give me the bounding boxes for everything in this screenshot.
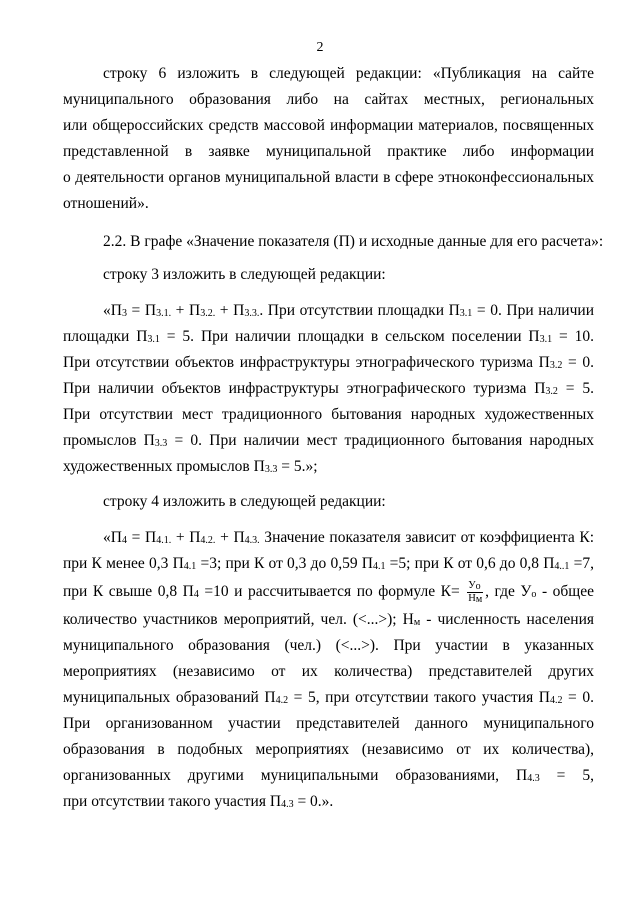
text-line: представленной в заявке муниципальной практике либо информации — [63, 143, 594, 160]
text-line: При отсутствии объектов инфраструктуры этнографического туризма $П_{3.2} = 0$. — [63, 354, 594, 371]
text-line: строку 4 изложить в следующей редакции: — [103, 493, 386, 510]
text-line: муниципального образования (чел.) (<...>). При участии в указанных — [63, 637, 594, 654]
text-line: площадки $П_{3.1} = 5$. При наличии площадки в сельском поселении $П_{3.1} = 10$. — [63, 328, 595, 345]
text-line: промыслов $П_{3.3} = 0$. При наличии мест традиционного бытования народных — [63, 432, 594, 449]
text-line: отношений». — [63, 195, 149, 212]
page-number: 2 — [316, 40, 324, 55]
text-line: 2.2. В графе «Значение показателя (П) и исходные данные для его расчета»: — [103, 233, 604, 250]
text-line: При наличии объектов инфраструктуры этнографического туризма $П_{3.2} = 5$. — [63, 380, 594, 397]
text-line: При отсутствии мест традиционного бытования народных художественных — [63, 406, 594, 423]
paragraph-section-2-2 — [63, 229, 604, 255]
text-line: муниципального образования либо на сайтах местных, региональных — [63, 91, 594, 108]
text-line: организованных другими муниципальными образованиями, $П_{4.3} = 5$, — [63, 767, 594, 784]
formula-line: «$П_3 = П_{3.1.} + П_{3.2.} + П_{3.3.}$. При отсутствии площадки $П_{3.1} = 0$. При наличии — [103, 302, 594, 319]
text-line: образования в подобных мероприятиях (независимо от их количества), — [63, 741, 594, 758]
text-line: мероприятиях (независимо от их количества) представителей других — [63, 663, 594, 680]
text-line: муниципальных образований $П_{4.2} = 5$, при отсутствии такого участия $П_{4.2} = 0$. — [63, 689, 594, 706]
text-line: строку 3 изложить в следующей редакции: — [103, 266, 386, 283]
text-line: художественных промыслов $П_{3.3} = 5$.»; — [63, 458, 318, 475]
text-line: при отсутствии такого участия $П_{4.3} = 0$.». — [63, 793, 334, 810]
paragraph-row-3-intro — [63, 262, 594, 288]
paragraph-row-3-formula — [63, 298, 594, 480]
text-line: или общероссийских средств массовой информации материалов, посвященных — [63, 117, 594, 134]
paragraph-row-4-formula — [63, 525, 594, 815]
paragraph-row-4-intro — [63, 489, 594, 515]
text-line: при К менее 0,3 $П_{4.1} =3$; при К от 0,3 до 0,59 $П_{4.1} =5$; при К от 0,6 до 0,8 $П_{4..1} =7$, — [63, 555, 594, 572]
fraction: $\frac{У_о}{Н_м}$ — [468, 579, 483, 605]
text-line: количество участников мероприятий, чел. (<...>); $Н_м$ - численность населения — [63, 611, 594, 628]
text-line: о деятельности органов муниципальной власти в сфере этноконфессиональных — [63, 169, 594, 186]
text-line: строку 6 изложить в следующей редакции: «Публикация на сайте — [103, 65, 594, 82]
formula-line: при К свыше 0,8 $П_4 =10$ и рассчитывается по формуле К= $\frac{У_о}{Н_м}$ , где $У_о$ - общее — [63, 579, 594, 605]
paragraph-publication — [63, 61, 594, 217]
formula-line: «$П_4 = П_{4.1.} + П_{4.2.} + П_{4.3.}$ Значение показателя зависит от коэффициента К: — [103, 529, 595, 546]
text-line: При организованном участии представителей данного муниципального — [63, 715, 594, 732]
